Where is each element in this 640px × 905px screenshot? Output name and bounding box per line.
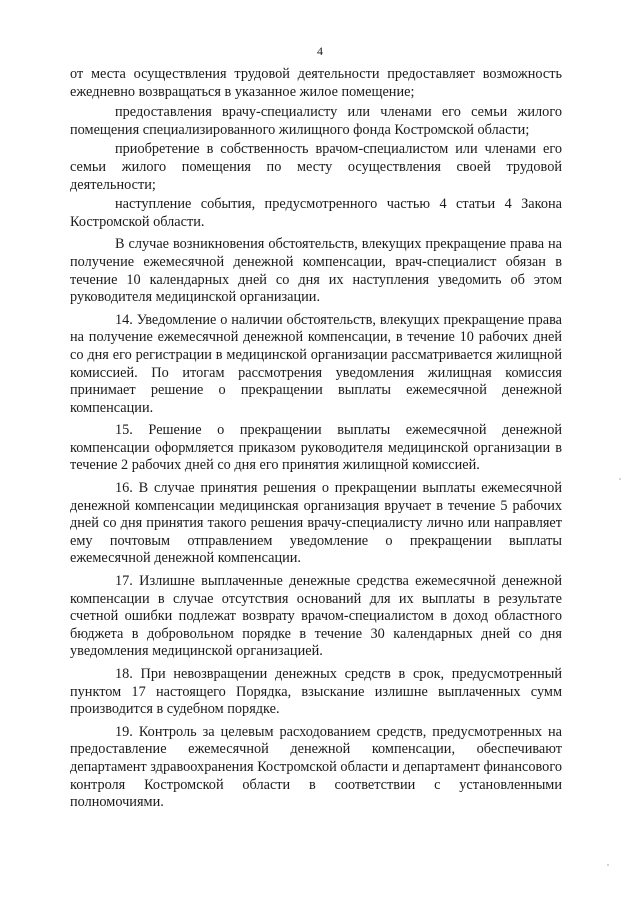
paragraph-notification-duty: В случае возникновения обстоятельств, влекущих прекращение права на получение ежемесячной денежной компенсации, врач-специалист обязан в течение 10 календарных дней со дня их наступления уведомить об этом руководителя медицинской организации. [70, 236, 562, 306]
page-number: 4 [317, 44, 323, 58]
paragraph-continuation: от места осуществления трудовой деятельности предоставляет возможность ежедневно возвращаться в указанное жилое помещение; [70, 66, 562, 100]
paragraph-clause-16: 16. В случае принятия решения о прекращении выплаты ежемесячной денежной компенсации медицинская организация вручает в течение 5 рабочих дней со дня принятия такого решения врачу-специалисту лично или направляет ему почтовым отправлением уведомление о прекращении выплаты ежемесячной денежной компенсации. [70, 480, 562, 567]
paragraph-clause-17: 17. Излишне выплаченные денежные средства ежемесячной денежной компенсации в случае отсутствия оснований для их выплаты в результате счетной ошибки подлежат возврату врачом-специалистом в доход областного бюджета в добровольном порядке в течение 30 календарных дней со дня уведомления медицинской организацией. [70, 573, 562, 660]
paragraph-clause-19: 19. Контроль за целевым расходованием средств, предусмотренных на предоставление ежемесячной денежной компенсации, обеспечивают департамент здравоохранения Костромской области и департамент финансового контроля Костромской области в соответствии с установленными полномочиями. [70, 723, 562, 811]
paragraph-list-item-2: предоставления врачу-специалисту или членами его семьи жилого помещения специализированного жилищного фонда Костромской области; [70, 104, 562, 138]
scan-artifact [607, 864, 609, 866]
document-body [70, 66, 562, 817]
paragraph-list-item-4: наступление события, предусмотренного частью 4 статьи 4 Закона Костромской области. [70, 196, 562, 230]
paragraph-clause-15: 15. Решение о прекращении выплаты ежемесячной денежной компенсации оформляется приказом руководителя медицинской организации в течение 2 рабочих дней со дня его принятия жилищной комиссией. [70, 422, 562, 474]
paragraph-clause-18: 18. При невозвращении денежных средств в срок, предусмотренный пунктом 17 настоящего Порядка, взыскание излишне выплаченных сумм производится в судебном порядке. [70, 666, 562, 718]
scan-artifact [619, 478, 621, 480]
paragraph-list-item-3: приобретение в собственность врачом-специалистом или членами его семьи жилого помещения по месту осуществления своей трудовой деятельности; [70, 141, 562, 193]
paragraph-clause-14: 14. Уведомление о наличии обстоятельств, влекущих прекращение права на получение ежемесячной денежной компенсации, в течение 10 рабочих дней со дня его регистрации в медицинской организации рассматривается жилищной комиссией. По итогам рассмотрения уведомления жилищная комиссия принимает решение о прекращении выплаты ежемесячной денежной компенсации. [70, 311, 562, 416]
